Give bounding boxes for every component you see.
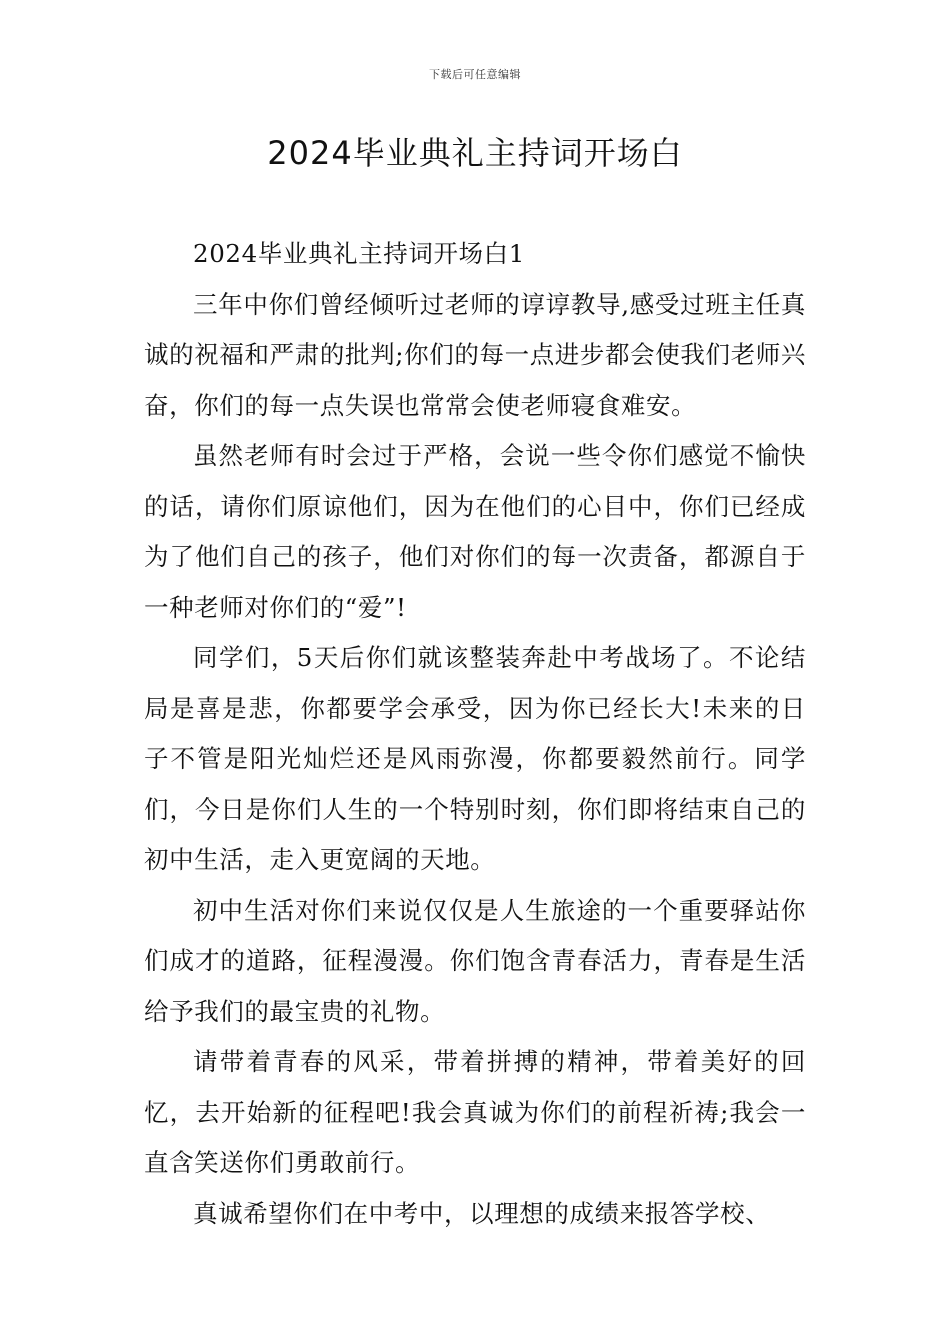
document-body (144, 229, 806, 1239)
paragraph: 初中生活对你们来说仅仅是人生旅途的一个重要驿站你们成才的道路，征程漫漫。你们饱含青春活力，青春是生活给予我们的最宝贵的礼物。 (144, 895, 806, 1026)
paragraph: 同学们，5天后你们就该整装奔赴中考战场了。不论结局是喜是悲，你都要学会承受，因为你已经长大!未来的日子不管是阳光灿烂还是风雨弥漫，你都要毅然前行。同学们，今日是你们人生的一个特别时刻，你们即将结束自己的初中生活，走入更宽阔的天地。 (144, 643, 806, 874)
document-title: 2024毕业典礼主持词开场白 (267, 134, 683, 172)
header-note: 下载后可任意编辑 (429, 68, 521, 81)
paragraph: 请带着青春的风采，带着拼搏的精神，带着美好的回忆，去开始新的征程吧!我会真诚为你们的前程祈祷;我会一直含笑送你们勇敢前行。 (144, 1047, 807, 1177)
paragraph-subtitle: 2024毕业典礼主持词开场白1 (193, 239, 525, 268)
paragraph: 真诚希望你们在中考中，以理想的成绩来报答学校、 (193, 1198, 771, 1228)
paragraph: 三年中你们曾经倾听过老师的谆谆教导,感受过班主任真诚的祝福和严肃的批判;你们的每一点进步都会使我们老师兴奋，你们的每一点失误也常常会使老师寝食难安。 (144, 289, 806, 420)
paragraph: 虽然老师有时会过于严格，会说一些令你们感觉不愉快的话，请你们原谅他们，因为在他们的心目中，你们已经成为了他们自己的孩子，他们对你们的每一次责备，都源自于一种老师对你们的“爱”! (144, 441, 806, 622)
